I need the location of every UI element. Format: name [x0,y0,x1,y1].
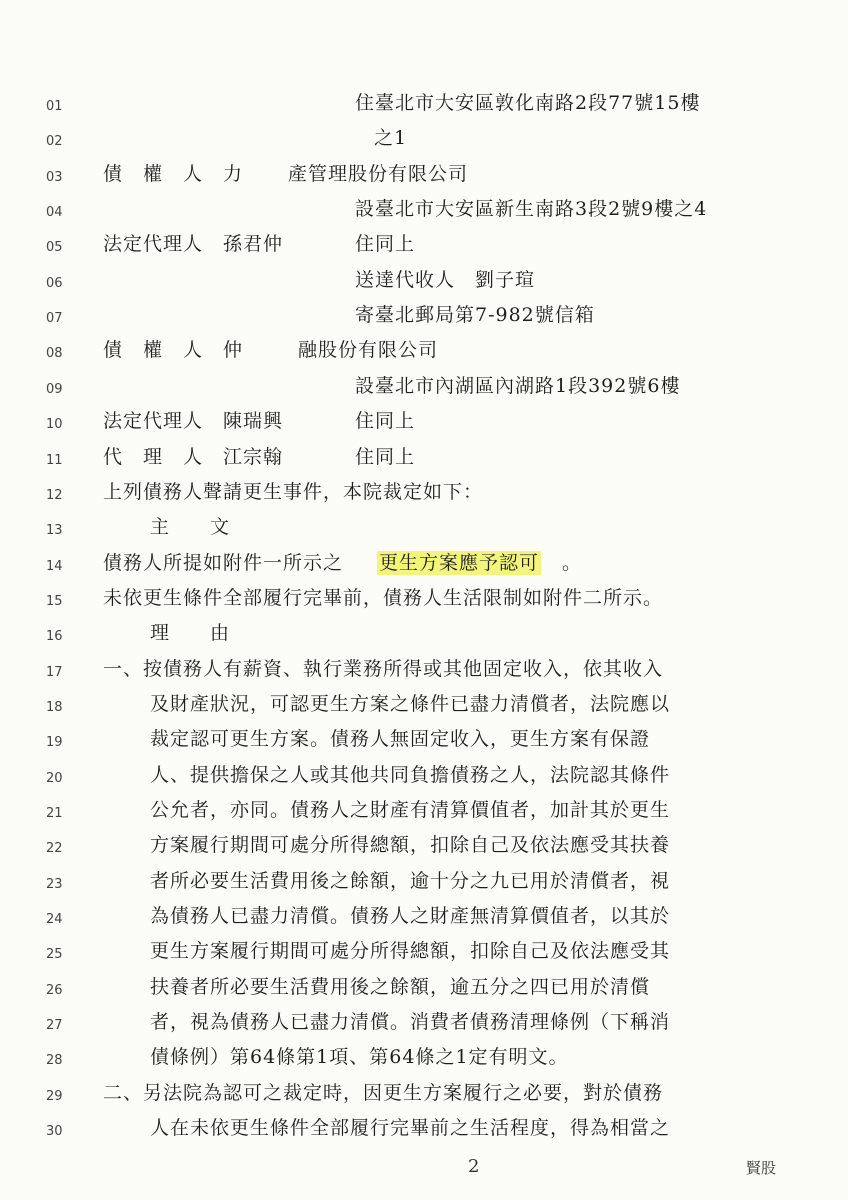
line-number: 03 [46,169,63,185]
document-line [0,126,848,162]
line-number: 16 [46,629,63,645]
document-line [0,833,848,869]
line-number: 30 [46,1124,63,1140]
line-number: 05 [46,240,63,256]
line-number: 29 [46,1088,63,1104]
document-line [0,586,848,622]
line-number: 27 [46,1018,63,1034]
line-text: 住同上 [355,445,416,468]
document-line [0,338,848,374]
line-number: 06 [46,275,63,291]
document-line [0,798,848,834]
line-text: 未依更生條件全部履行完畢前，債務人生活限制如附件二所示。 [103,586,664,609]
line-text: 住同上 [355,233,416,256]
line-text: 人、提供擔保之人或其他共同負擔債務之人，法院認其條件 [150,763,671,786]
document-line [0,515,848,551]
document-line [0,869,848,905]
line-text: 住同上 [355,410,416,433]
document-line [0,1116,848,1152]
line-number: 02 [46,134,63,150]
line-text: 債務人所提如附件一所示之 [103,551,344,574]
line-text: 上列債務人聲請更生事件，本院裁定如下： [103,480,484,503]
line-text: 二、另法院為認可之裁定時，因更生方案履行之必要，對於債務 [103,1081,664,1104]
document-line [0,268,848,304]
line-text: 住臺北市大安區敦化南路2段77號15樓 [355,92,701,114]
line-text: 設臺北市大安區新生南路3段2號9樓之4 [355,198,708,221]
document-line [0,763,848,799]
document-line [0,374,848,410]
document-line [0,480,848,516]
line-number: 14 [46,558,63,574]
line-number: 11 [46,452,63,468]
document-line [0,91,848,127]
document-line [0,197,848,233]
line-number: 09 [46,381,63,397]
document-line [0,409,848,445]
line-text: 為債務人已盡力清償。債務人之財產無清算價值者，以其於 [150,905,671,928]
line-number: 24 [46,912,63,928]
line-text: 方案履行期間可處分所得總額，扣除自己及依法應受其扶養 [150,834,671,857]
line-number: 08 [46,346,63,362]
line-text: 裁定認可更生方案。債務人無固定收入，更生方案有保證 [150,728,651,751]
document-line [0,621,848,657]
line-text: 理 由 [150,622,231,645]
line-text: 寄臺北郵局第7-982號信箱 [355,304,595,327]
line-text: 公允者，亦同。債務人之財產有清算價值者，加計其於更生 [150,799,671,821]
document-line [0,162,848,198]
line-number: 10 [46,417,63,433]
footer-division-label: 賢股 [746,1159,777,1177]
line-number: 12 [46,487,63,503]
highlighted-text: 更生方案應予認可 [379,551,540,574]
line-number: 15 [46,593,63,609]
document-line [0,657,848,693]
line-number: 28 [46,1053,63,1069]
document-line [0,904,848,940]
page-number: 2 [468,1156,480,1177]
line-number: 21 [46,806,63,821]
line-text: 送達代收人 劉子瑄 [355,268,536,291]
line-text: 設臺北市內湖區內湖路1段392號6樓 [355,374,681,397]
line-number: 20 [46,770,63,786]
document-line [0,727,848,763]
document-line [0,1010,848,1046]
document-line [0,1081,848,1117]
document-line [0,939,848,975]
line-text: 融股份有限公司 [298,339,439,362]
line-number: 23 [46,876,63,892]
line-number: 22 [46,841,63,857]
document-line [0,303,848,339]
document-line [0,445,848,481]
line-number: 19 [46,735,63,751]
line-text: 者所必要生活費用後之餘額，逾十分之九已用於清償者，視 [150,869,671,892]
line-text: 主 文 [150,516,231,539]
line-text: 債 權 人 仲 [103,339,244,362]
document-line [0,1045,848,1081]
line-text: 法定代理人 孫君仲 [103,233,284,256]
line-number: 13 [46,523,63,539]
line-text: 債條例）第64條第1項、第64條之1定有明文。 [150,1046,569,1069]
line-text: 之1 [374,127,408,150]
document-line [0,232,848,268]
line-text: 代 理 人 江宗翰 [103,445,284,468]
line-text: 及財產狀況，可認更生方案之條件已盡力清償者，法院應以 [150,692,671,715]
line-text: 債 權 人 力 [103,162,244,185]
line-text: 。 [562,551,583,574]
line-text: 者，視為債務人已盡力清償。消費者債務清理條例（下稱消 [150,1011,671,1034]
line-number: 18 [46,699,63,715]
line-text: 更生方案履行期間可處分所得總額，扣除自己及依法應受其 [150,940,671,963]
document-line [0,692,848,728]
line-number: 04 [46,205,63,221]
line-number: 17 [46,664,63,680]
line-text: 扶養者所必要生活費用後之餘額，逾五分之四已用於清償 [150,975,651,998]
document-line [0,975,848,1011]
line-number: 07 [46,311,63,327]
line-number: 01 [46,99,63,114]
line-text: 人在未依更生條件全部履行完畢前之生活程度，得為相當之 [150,1117,671,1140]
line-number: 25 [46,947,63,963]
line-text: 產管理股份有限公司 [288,162,469,185]
line-number: 26 [46,982,63,998]
document-line [0,551,848,587]
line-text: 一、按債務人有薪資、執行業務所得或其他固定收入，依其收入 [103,657,664,680]
line-text: 法定代理人 陳瑞興 [103,410,284,433]
